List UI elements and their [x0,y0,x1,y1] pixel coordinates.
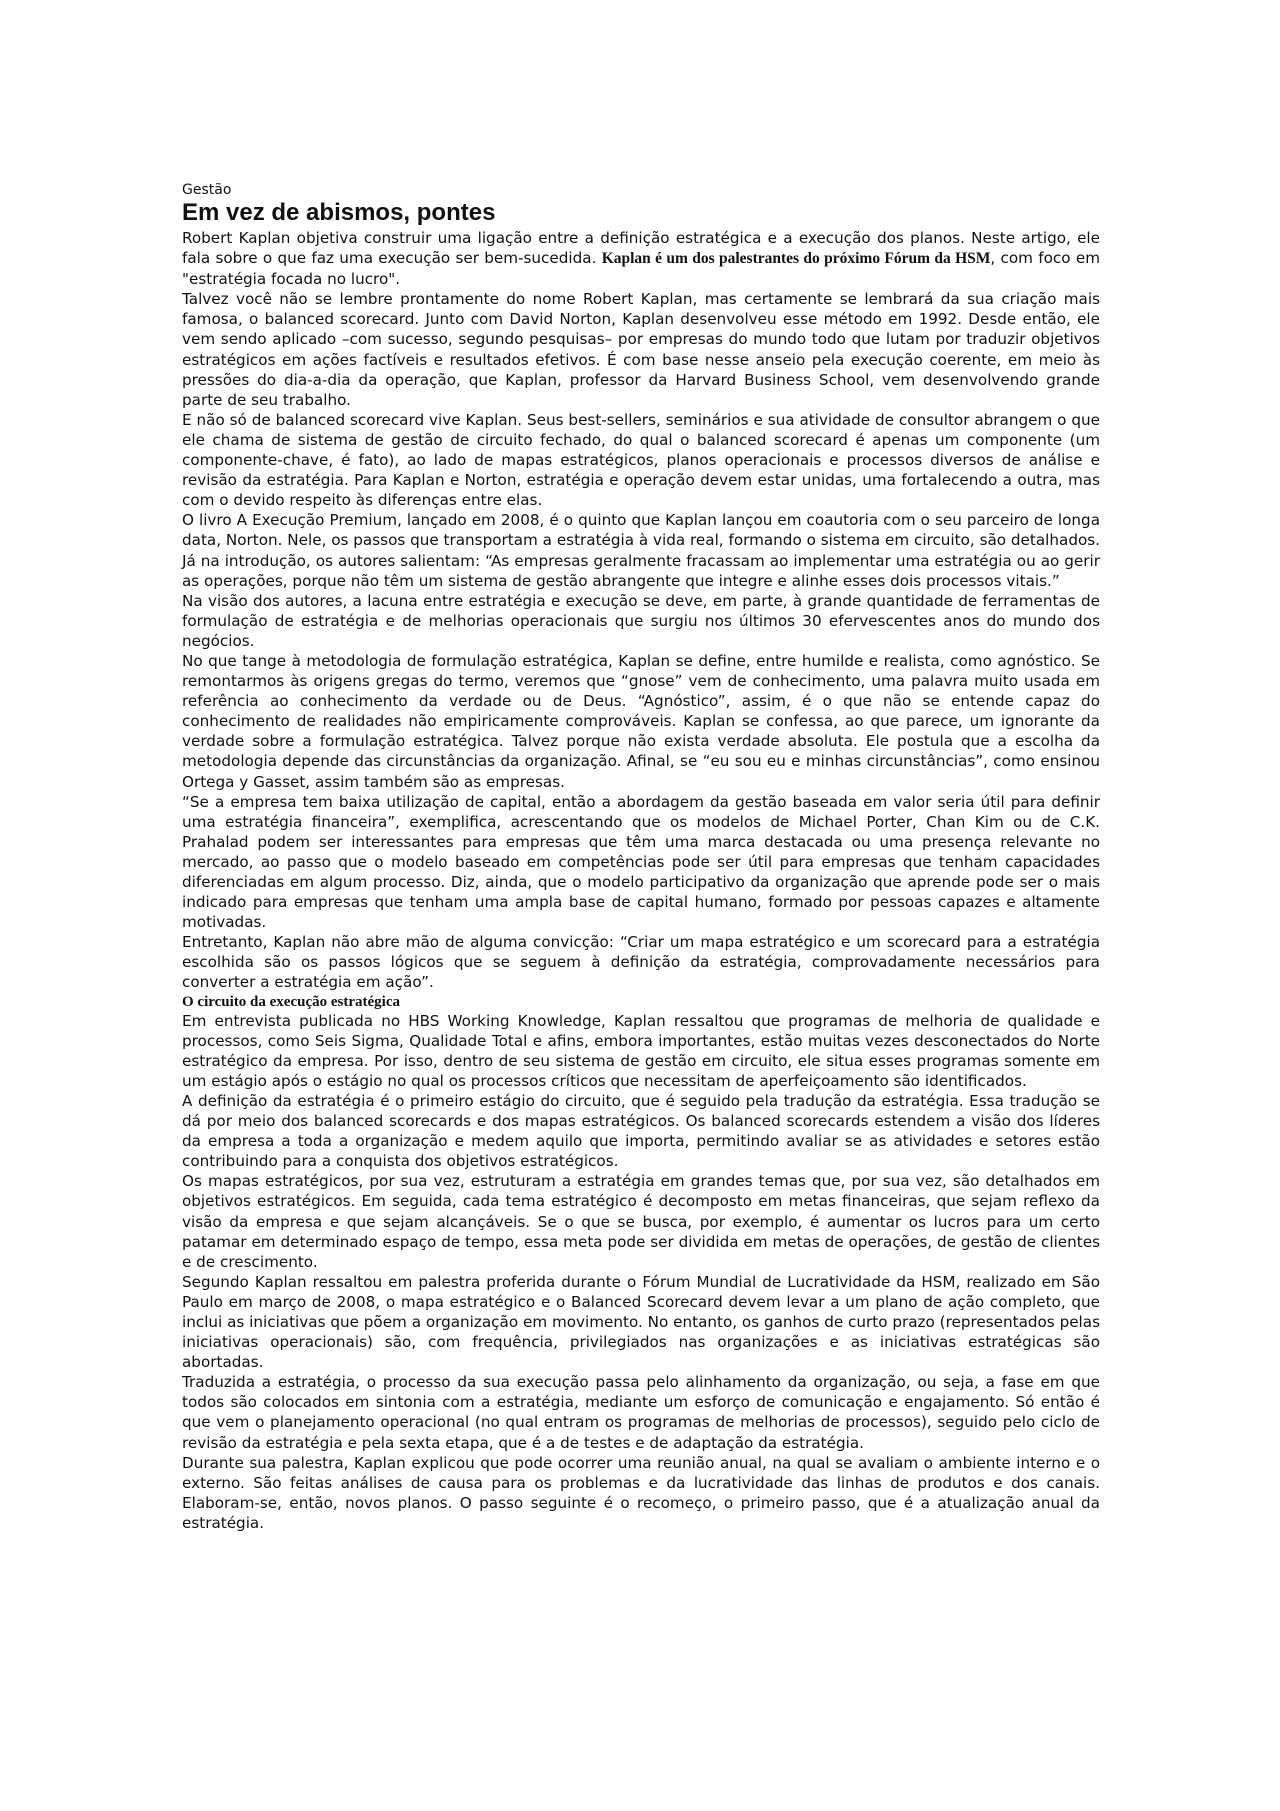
paragraph: Entretanto, Kaplan não abre mão de alguma convicção: “Criar um mapa estratégico e um scorecard para a estratégia escolhida são os passos lógicos que se seguem à definição da estratégia, comprovadamente necessários para converter a estratégia em ação”. [182,933,1100,992]
paragraph: E não só de balanced scorecard vive Kaplan. Seus best-sellers, seminários e sua atividade de consultor abrangem o que ele chama de sistema de gestão de circuito fechado, do qual o balanced scorecard é apenas um componente (um componente-chave, é fato), ao lado de mapas estratégicos, planos operacionais e processos diversos de análise e revisão da estratégia. Para Kaplan e Norton, estratégia e operação devem estar unidas, uma fortalecendo a outra, mas com o devido respeito às diferenças entre elas. [182,410,1100,510]
paragraph: Em entrevista publicada no HBS Working Knowledge, Kaplan ressaltou que programas de melhoria de qualidade e processos, como Seis Sigma, Qualidade Total e afins, embora importantes, estão muitas vezes desconectados do Norte estratégico da empresa. Por isso, dentro de seu sistema de gestão em circuito, ele situa esses programas somente em um estágio após o estágio no qual os processos críticos que necessitam de aperfeiçoamento são identificados. [182,1011,1100,1090]
paragraph: Os mapas estratégicos, por sua vez, estruturam a estratégia em grandes temas que, por sua vez, são detalhados em objetivos estratégicos. Em seguida, cada tema estratégico é decomposto em metas financeiras, que sejam reflexo da visão da empresa e que sejam alcançáveis. Se o que se busca, por exemplo, é aumentar os lucros para um certo patamar em determinado espaço de tempo, essa meta pode ser dividida em metas de operações, de gestão de clientes e de crescimento. [182,1172,1100,1271]
article [182,180,1100,1533]
section-heading: O circuito da execução estratégica [182,993,400,1010]
paragraph: Talvez você não se lembre prontamente do nome Robert Kaplan, mas certamente se lembrará da sua criação mais famosa, o balanced scorecard. Junto com David Norton, Kaplan desenvolveu esse método em 1992. Desde então, ele vem sendo aplicado –com sucesso, segundo pesquisas– por empresas do mundo todo que lutam por traduzir objetivos estratégicos em ações factíveis e resultados efetivos. É com base nesse anseio pela execução coerente, em meio às pressões do dia-a-dia da operação, que Kaplan, professor da Harvard Business School, vem desenvolvendo grande parte de seu trabalho. [182,290,1100,409]
article-category: Gestão [182,182,232,198]
paragraph: No que tange à metodologia de formulação estratégica, Kaplan se define, entre humilde e realista, como agnóstico. Se remontarmos às origens gregas do termo, veremos que “gnose” vem de conhecimento, uma palavra muito usada em referência ao conhecimento da verdade ou de Deus. “Agnóstico”, assim, é o que não se entende capaz do conhecimento de realidades não empiricamente comprováveis. Kaplan se confessa, ao que parece, um ignorante da verdade sobre a formulação estratégica. Talvez porque não exista verdade absoluta. Ele postula que a escolha da metodologia depende das circunstâncias da organização. Afinal, se “eu sou eu e minhas circunstâncias”, como ensinou Ortega y Gasset, assim também são as empresas. [182,651,1100,791]
paragraph: Segundo Kaplan ressaltou em palestra proferida durante o Fórum Mundial de Lucratividade da HSM, realizado em São Paulo em março de 2008, o mapa estratégico e o Balanced Scorecard devem levar a um plano de ação completo, que inclui as iniciativas que põem a organização em movimento. No entanto, os ganhos de curto prazo (representados pelas iniciativas operacionais) são, com frequência, privilegiados nas organizações e as iniciativas estratégicas são abortadas. [182,1272,1100,1372]
paragraph: O livro A Execução Premium, lançado em 2008, é o quinto que Kaplan lançou em coautoria com o seu parceiro de longa data, Norton. Nele, os passos que transportam a estratégia à vida real, formando o sistema em circuito, são detalhados. Já na introdução, os autores salientam: “As empresas geralmente fracassam ao implementar uma estratégia ou ao gerir as operações, porque não têm um sistema de gestão abrangente que integre e alinhe esses dois processos vitais.” [182,511,1100,590]
article-title: Em vez de abismos, pontes [182,199,496,226]
paragraph: Na visão dos autores, a lacuna entre estratégia e execução se deve, em parte, à grande quantidade de ferramentas de formulação de estratégia e de melhorias operacionais que surgiu nos últimos 30 efervescentes anos do mundo dos negócios. [182,591,1100,650]
paragraph: “Se a empresa tem baixa utilização de capital, então a abordagem da gestão baseada em valor seria útil para definir uma estratégia financeira”, exemplifica, acrescentando que os modelos de Michael Porter, Chan Kim ou de C.K. Prahalad podem ser interessantes para empresas que têm uma marca destacada ou uma presença relevante no mercado, ao passo que o modelo baseado em competências pode ser útil para empresas que tenham capacidades diferenciadas em algum processo. Diz, ainda, que o modelo participativo da organização que aprende pode ser o mais indicado para empresas que tenham uma ampla base de capital humano, formado por pessoas capazes e altamente motivadas. [182,792,1100,932]
lead-highlight: Kaplan é um dos palestrantes do próximo Fórum da HSM [601,250,991,268]
paragraph: Traduzida a estratégia, o processo da sua execução passa pelo alinhamento da organização, ou seja, a fase em que todos são colocados em sintonia com a estratégia, mediante um esforço de comunicação e engajamento. Só então é que vem o planejamento operacional (no qual entram os programas de melhorias de processos), seguido pelo ciclo de revisão da estratégia e pela sexta etapa, que é a de testes e de adaptação da estratégia. [182,1373,1100,1452]
lead-tail: , com foco em "estratégia focada no lucro". [182,249,1100,289]
paragraph: A definição da estratégia é o primeiro estágio do circuito, que é seguido pela tradução da estratégia. Essa tradução se dá por meio dos balanced scorecards e dos mapas estratégicos. Os balanced scorecards estendem a visão dos líderes da empresa a toda a organização e medem aquilo que importa, permitindo avaliar se as atividades e setores estão contribuindo para a conquista dos objetivos estratégicos. [182,1091,1100,1171]
paragraph: Durante sua palestra, Kaplan explicou que pode ocorrer uma reunião anual, na qual se avaliam o ambiente interno e o externo. São feitas análises de causa para os problemas e da lucratividade das linhas de produtos e dos canais. Elaboram-se, então, novos planos. O passo seguinte é o recomeço, o primeiro passo, que é a atualização anual da estratégia. [182,1453,1100,1532]
lead-intro: Robert Kaplan objetiva construir uma ligação entre a definição estratégica e a execução dos planos. Neste artigo, ele fala sobre o que faz uma execução ser bem-sucedida. [182,229,1100,268]
article-lead [182,228,1100,289]
